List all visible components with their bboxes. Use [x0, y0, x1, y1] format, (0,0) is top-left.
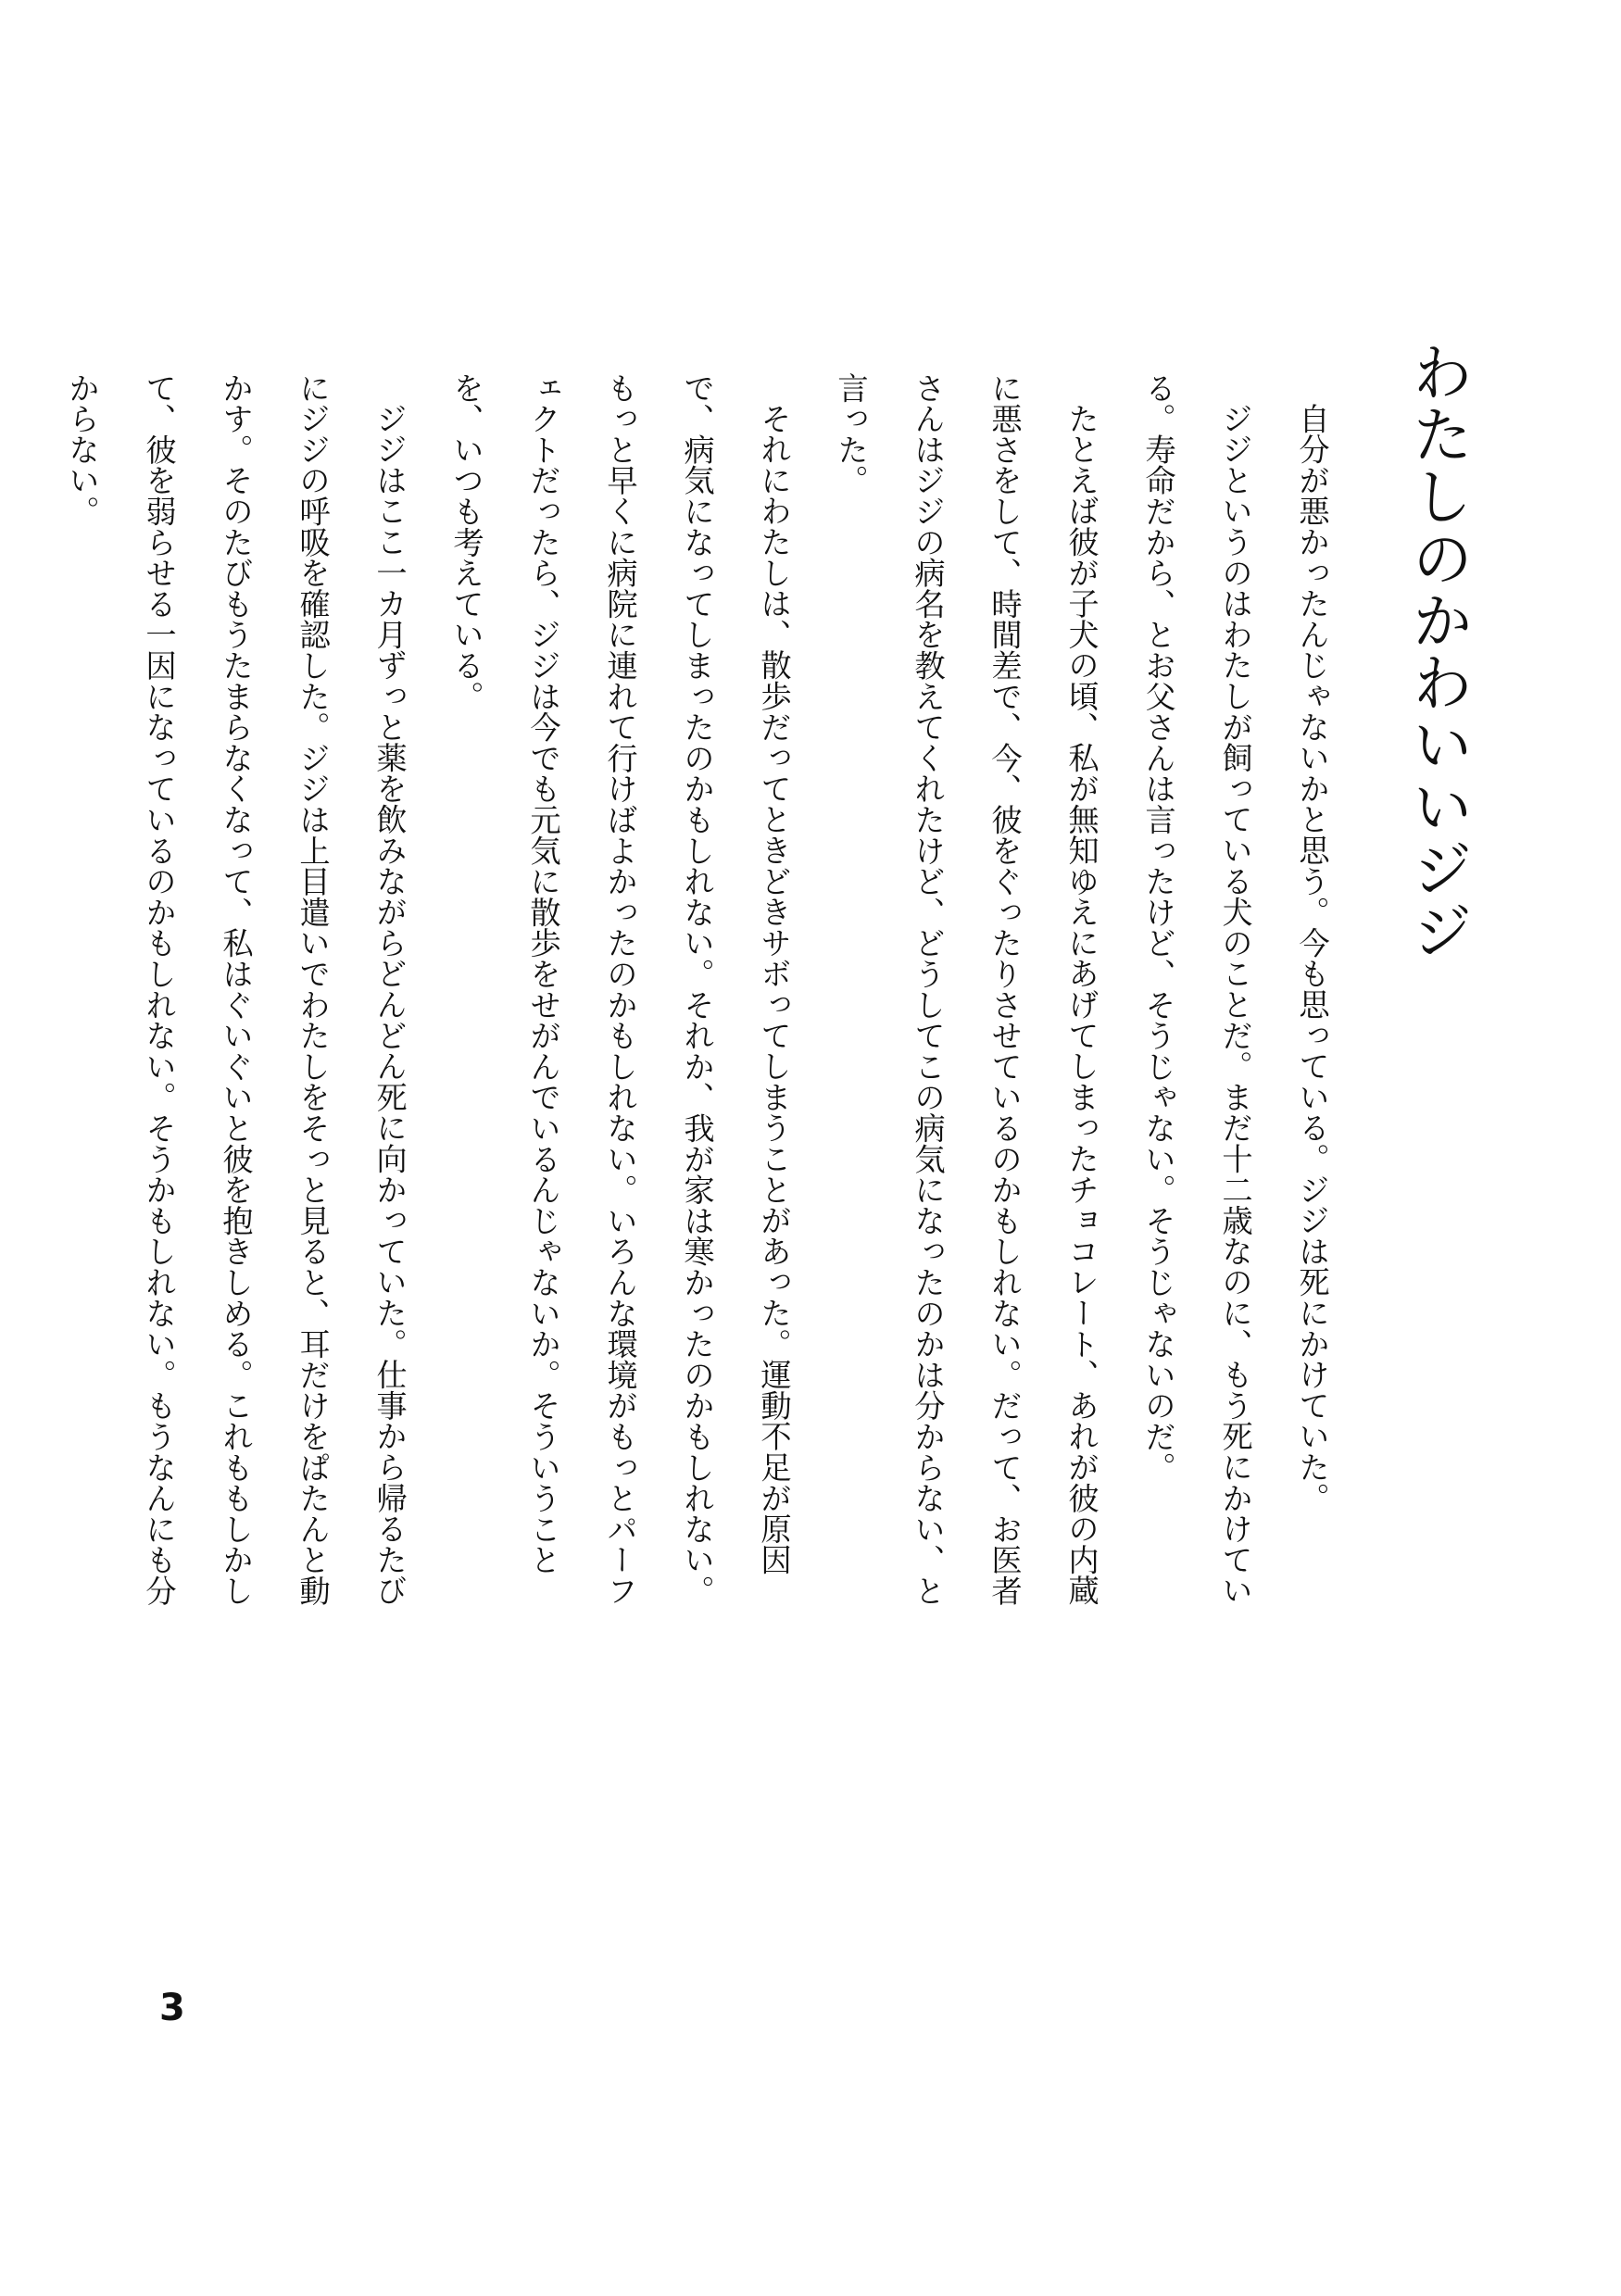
paragraph-5: ジジはここ一カ月ずっと薬を飲みながらどんどん死に向かっていた。仕事から帰るたびにジジの呼吸を確認した。ジジは上目遣いでわたしをそっと見ると、耳だけをぱたんと動かす。そのたびもうたまらなくなって、私はぐいぐいと彼を抱きしめる。これももしかして、彼を弱らせる一因になっているのかもしれない。そうかもしれない。もうなんにも分からない。: [64, 372, 408, 1606]
paragraph-4: それにわたしは、散歩だってときどきサボってしまうことがあった。運動不足が原因で、病気になってしまったのかもしれない。それか、我が家は寒かったのかもしれない。もっと早くに病院に連れて行けばよかったのかもしれない。いろんな環境がもっとパーフェクトだったら、ジジは今でも元気に散歩をせがんでいるんじゃないか。そういうことを、いつも考えている。: [448, 372, 792, 1606]
paragraph-3: たとえば彼が子犬の頃、私が無知ゆえにあげてしまったチョコレート、あれが彼の内蔵に悪さをして、時間差で、今、彼をぐったりさせているのかもしれない。だって、お医者さんはジジの病名を教えてくれたけど、どうしてこの病気になったのかは分からない、と言った。: [833, 372, 1100, 1606]
chapter-title: わたしのかわいいジジ: [1401, 341, 1473, 961]
page-number: 3: [159, 1987, 185, 2029]
body-text: [64, 372, 1351, 1623]
paragraph-2: ジジというのはわたしが飼っている犬のことだ。まだ十二歳なのに、もう死にかけている。寿命だから、とお父さんは言ったけど、そうじゃない。そうじゃないのだ。: [1140, 372, 1253, 1606]
paragraph-1: 自分が悪かったんじゃないかと思う。今も思っている。ジジは死にかけていた。: [1294, 403, 1330, 1514]
